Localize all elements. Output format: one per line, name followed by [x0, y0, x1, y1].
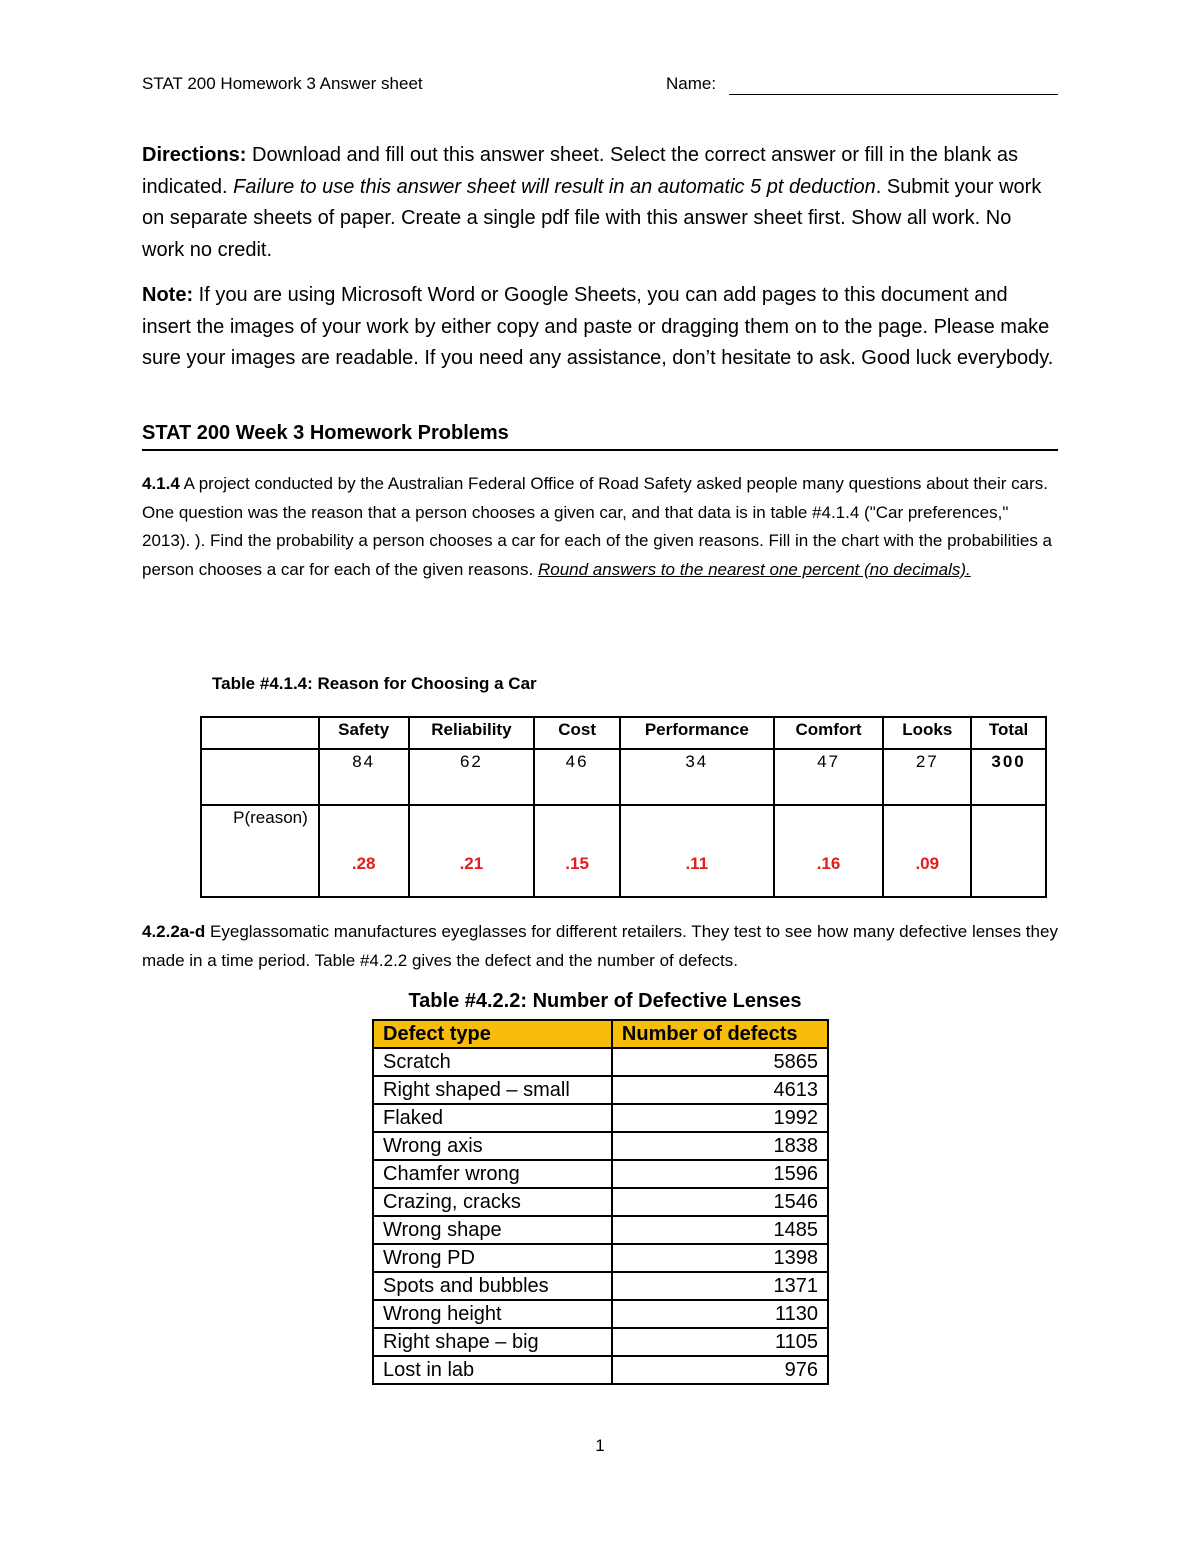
car-reason-table — [200, 716, 1047, 898]
table-header-row — [373, 1020, 828, 1048]
problem-4-2-2 — [142, 918, 1058, 975]
header-number-of-defects: Number of defects — [612, 1020, 828, 1048]
table-row — [373, 1244, 828, 1272]
defect-count-cell: 1838 — [612, 1132, 828, 1160]
table-probability-row — [201, 805, 1046, 897]
defect-count-cell: 1130 — [612, 1300, 828, 1328]
note-text: If you are using Microsoft Word or Google Sheets, you can add pages to this document and insert the images of your work by either copy and paste or dragging them on to the page. Please make sure your images are readable. If you need any assistance, don’t hesitate to ask. Good luck everybody. — [142, 284, 1054, 369]
note-label: Note: — [142, 284, 194, 306]
header-cell: Total — [971, 717, 1046, 749]
defect-type-cell: Right shape – big — [373, 1328, 612, 1356]
count-cell: 46 — [534, 749, 620, 805]
defect-type-cell: Wrong PD — [373, 1244, 612, 1272]
problem-text: Eyeglassomatic manufactures eyeglasses for different retailers. They test to see how many defective lenses they made in a time period. Table #4.2.2 gives the defect and the number of defects. — [142, 922, 1058, 970]
answer-cell-cost[interactable]: .15 — [534, 805, 620, 897]
directions-paragraph — [142, 140, 1058, 266]
probability-label: P(reason) — [201, 805, 319, 897]
table-row — [373, 1188, 828, 1216]
defect-count-cell: 5865 — [612, 1048, 828, 1076]
defect-count-cell: 1546 — [612, 1188, 828, 1216]
header-cell: Safety — [319, 717, 409, 749]
defective-lenses-table — [372, 1019, 829, 1385]
defect-count-cell: 1398 — [612, 1244, 828, 1272]
defect-type-cell: Scratch — [373, 1048, 612, 1076]
header-cell: Cost — [534, 717, 620, 749]
table-4-1-4-caption: Table #4.1.4: Reason for Choosing a Car — [212, 674, 537, 693]
rounding-instruction: Round answers to the nearest one percent (no decimals). — [537, 559, 971, 579]
defect-type-cell: Flaked — [373, 1104, 612, 1132]
name-label: Name: — [666, 74, 717, 93]
table-row — [373, 1356, 828, 1384]
defect-type-cell: Chamfer wrong — [373, 1160, 612, 1188]
answer-cell-performance[interactable]: .11 — [620, 805, 774, 897]
header-defect-type: Defect type — [373, 1020, 612, 1048]
answer-cell-total[interactable] — [971, 805, 1046, 897]
table-row — [373, 1216, 828, 1244]
header-cell: Comfort — [774, 717, 884, 749]
count-cell: 27 — [883, 749, 971, 805]
sheet-title: STAT 200 Homework 3 Answer sheet — [142, 74, 423, 93]
defect-count-cell: 4613 — [612, 1076, 828, 1104]
table-4-2-2-caption: Table #4.2.2: Number of Defective Lenses — [408, 990, 802, 1012]
answer-cell-reliability[interactable]: .21 — [409, 805, 535, 897]
problem-number: 4.2.2a-d — [142, 922, 206, 941]
count-cell: 84 — [319, 749, 409, 805]
directions-label: Directions: — [142, 144, 247, 166]
problem-text: A project conducted by the Australian Federal Office of Road Safety asked people many questions about their cars. One question was the reason that a person chooses a given car, and that data is in table #4.1.4 ("Car preferences," 2013). ). Find the probability a person chooses a car for each of the given reasons. Fill in the chart with the probabilities a person chooses a car for each of the given reasons. — [142, 474, 1052, 579]
defect-count-cell: 1105 — [612, 1328, 828, 1356]
defect-count-cell: 1596 — [612, 1160, 828, 1188]
answer-cell-comfort[interactable]: .16 — [774, 805, 884, 897]
answer-cell-safety[interactable]: .28 — [319, 805, 409, 897]
count-cell: 34 — [620, 749, 774, 805]
defect-type-cell: Wrong height — [373, 1300, 612, 1328]
defect-type-cell: Wrong axis — [373, 1132, 612, 1160]
directions-text-2: . Submit your work on separate sheets of paper. Create a single pdf file with this answer sheet first. Show all work. No work no credit. — [142, 175, 1042, 261]
defect-type-cell: Lost in lab — [373, 1356, 612, 1384]
directions-text-1: Download and fill out this answer sheet. Select the correct answer or fill in the blank as indicated. — [142, 144, 1018, 198]
defect-count-cell: 1485 — [612, 1216, 828, 1244]
defect-count-cell: 1371 — [612, 1272, 828, 1300]
table-row — [373, 1132, 828, 1160]
problem-4-1-4 — [142, 470, 1058, 584]
table-row — [373, 1272, 828, 1300]
header-cell: Reliability — [409, 717, 535, 749]
defect-count-cell: 976 — [612, 1356, 828, 1384]
count-cell: 47 — [774, 749, 884, 805]
count-total-cell: 300 — [971, 749, 1046, 805]
name-blank-line[interactable] — [729, 94, 1058, 95]
defect-type-cell: Spots and bubbles — [373, 1272, 612, 1300]
homework-heading: STAT 200 Week 3 Homework Problems — [142, 422, 1058, 451]
table-count-row — [201, 749, 1046, 805]
count-cell: 62 — [409, 749, 535, 805]
table-row — [373, 1104, 828, 1132]
page-number: 1 — [595, 1436, 605, 1455]
answer-cell-looks[interactable]: .09 — [883, 805, 971, 897]
directions-warning: Failure to use this answer sheet will result in an automatic 5 pt deduction — [233, 175, 876, 198]
note-paragraph — [142, 280, 1058, 375]
table-row — [373, 1300, 828, 1328]
defect-count-cell: 1992 — [612, 1104, 828, 1132]
header-cell: Performance — [620, 717, 774, 749]
defect-type-cell: Right shaped – small — [373, 1076, 612, 1104]
header-cell: Looks — [883, 717, 971, 749]
header-cell — [201, 717, 319, 749]
defect-type-cell: Wrong shape — [373, 1216, 612, 1244]
count-cell — [201, 749, 319, 805]
table-row — [373, 1076, 828, 1104]
table-row — [373, 1160, 828, 1188]
table-header-row — [201, 717, 1046, 749]
defect-type-cell: Crazing, cracks — [373, 1188, 612, 1216]
table-row — [373, 1328, 828, 1356]
table-row — [373, 1048, 828, 1076]
problem-number: 4.1.4 — [142, 474, 180, 493]
